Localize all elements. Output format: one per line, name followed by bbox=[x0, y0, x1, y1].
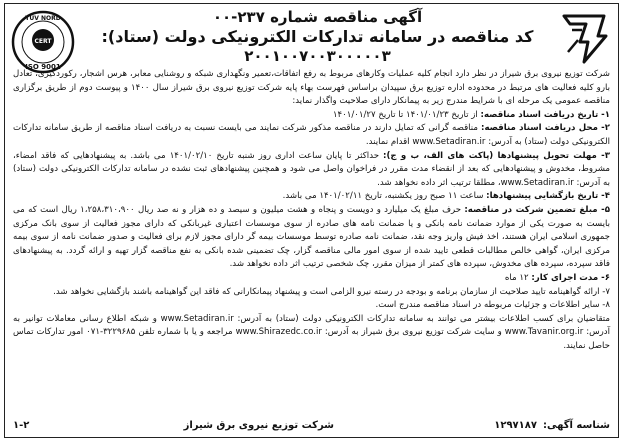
company-emblem-icon bbox=[558, 12, 610, 66]
title-block bbox=[85, 8, 550, 66]
item-4-text: ساعت ۱۱ صبح روز یکشنبه، تاریخ ۱۴۰۱/۰۲/۱۱ می باشد. bbox=[282, 191, 487, 202]
ad-id-number: ۱۲۹۷۱۸۷ bbox=[494, 420, 537, 431]
item-4 bbox=[13, 190, 610, 204]
footer bbox=[13, 417, 610, 434]
ad-id bbox=[488, 420, 610, 431]
page-reference: ۱-۲ bbox=[13, 420, 30, 431]
intro-paragraph: شرکت توزیع نیروی برق شیراز در نظر دارد انجام کلیه عملیات وکارهای مربوط به رفع اتفاقات،تعمیر ونگهداری شبکه و روشنایی معابر، هرس اشجار، رکوردگیری، تعادل بارو کلیه فعالیت های مرتبط در محدوده اداره توزیع برق سپیدان براساس فهرست بهاء پایه شرکت توزیع نیروی برق شیراز سال ۱۴۰۰ و پیوست دوم از طریق برگزاری مناقصه عمومی یک مرحله ای با شرایط مندرج زیر به پیمانکار دارای صلاحیت واگذار نماید: bbox=[13, 69, 610, 107]
setad-code-number: ۲۰۰۱۰۰۷۰۰۳۰۰۰۰۰۳ bbox=[244, 47, 391, 65]
item-1-label: ۱- تاریخ دریافت اسناد مناقصه: bbox=[480, 109, 610, 120]
item-3-text: حداکثر تا پایان ساعت اداری روز شنبه تاریخ ۱۴۰۱/۰۲/۱۰ می باشد. به پیشنهادهایی که فاقد امضاء، مشروط، مخدوش و پیشنهادهایی که بعد از انقضاء مدت مقرر در فراخوان واصل می شود و همچنین پیشنهادهای ثبت نشده در سامانه تدارکات الکترونیکی دولت (ستاد) به آدرس: www.Setadiran.ir، مطلقا ترتیب اثر داده نخواهد شد. bbox=[13, 150, 610, 188]
item-1-text: از تاریخ ۱۴۰۱/۰۱/۲۳ تا تاریخ ۱۴۰۱/۰۱/۲۷ bbox=[332, 109, 481, 120]
item-2-text: مناقصه گرانی که تمایل دارند در مناقصه مذکور شرکت نمایند می بایست نسبت به دریافت اسناد مناقصه از طریق سامانه تدارکات الکترونیکی دولت (ستاد) به آدرس: www.Setadiran.ir اقدام نمایند. bbox=[13, 123, 610, 147]
company-name: شرکت توزیع نیروی برق شیراز bbox=[183, 420, 335, 431]
setad-code-heading: کد مناقصه در سامانه تدارکات الکترونیکی دولت (ستاد): bbox=[101, 27, 534, 46]
logo-iso-text: ISO 9001 bbox=[25, 63, 61, 71]
item-4-label: ۴- تاریخ بازگشایی پیشنهادها: bbox=[486, 191, 610, 202]
logo-cert-text: CERT bbox=[34, 38, 52, 45]
notice-body bbox=[13, 68, 610, 353]
item-1 bbox=[13, 109, 610, 123]
item-6-text: ۱۲ ماه bbox=[504, 272, 532, 283]
notice-title: آگهی مناقصه شماره ۲۳۷-۰۰ bbox=[212, 8, 423, 26]
item-5-label: ۵- مبلغ تضمین شرکت در مناقصه: bbox=[464, 204, 610, 215]
item-5 bbox=[13, 204, 610, 272]
item-7: ۷- ارائه گواهینامه تایید صلاحیت از سازمان برنامه و بودجه در رسته نیرو الزامی است و پیشنهاد پیمانکارانی که فاقد این گواهینامه باشند بازگشایی نخواهد شد. bbox=[53, 286, 610, 297]
item-6 bbox=[13, 272, 610, 286]
item-2 bbox=[13, 122, 610, 149]
item-3-label: ۳- مهلت تحویل پیشنهادها (پاکت های الف، ب و ج): bbox=[383, 150, 610, 161]
tender-notice bbox=[4, 3, 619, 438]
ad-id-label: شناسه آگهی: bbox=[542, 420, 610, 431]
item-2-label: ۲- محل دریافت اسناد مناقصه: bbox=[481, 123, 610, 134]
item-3 bbox=[13, 150, 610, 191]
item-6-label: ۶- مدت اجرای کار: bbox=[531, 272, 610, 283]
closing-paragraph: متقاضیان برای کسب اطلاعات بیشتر می توانند به سامانه تدارکات الکترونیکی دولت (ستاد) به آدرس: www.Setadiran.ir و شبکه اطلاع رسانی معاملات توانیر به آدرس: www.Tavanir.org.ir و سایت شرکت توزیع نیروی برق شیراز به آدرس: www.Shirazedc.co.ir مراجعه و یا با شماره تلفن ۳۲۲۹۶۸۵-۰۷۱ امور تدارکات تماس حاصل نمایند. bbox=[13, 313, 611, 351]
logo-top-text: TÜV NORD bbox=[25, 15, 61, 22]
item-8: ۸- سایر اطلاعات و جزئیات مربوطه در اسناد مناقصه مندرج است. bbox=[375, 300, 610, 311]
tuv-nord-logo bbox=[11, 10, 75, 74]
item-5-text: حرف مبلغ یک میلیارد و دویست و پنجاه و هشت میلیون و سیصد و ده هزار و نه صد ریال ۱،۲۵۸،۳۱۰،۹۰۰ ریال است که می بایست به صورت یکی از موارد ضمانت نامه بانکی و یا ضمانت نامه های صادره از سوی موسسات اعتباری غیربانکی که دارای مجوز فعالیت از سوی بانک مرکزی جمهوری اسلامی ایران هستند، اخذ فیش واریز وجه نقد، ضمانت نامه صادره توسط موسسات بیمه گر دارای مجوز لازم برای فعالیت و صدور ضمانت نامه از سوی بیمه مرکزی ایران، گواهی خالص مطالبات قطعی تایید شده از سوی امور مالی مناقصه گزار، چک تضمینی شده بانکی به نفع مناقصه گزار تهیه و ارائه گردد. به پیشنهادهای فاقد سپرده، سپرده های مخدوش، سپرده های کمتر از میزان مقرر، چک شخصی ترتیب اثر داده نخواهد شد. bbox=[13, 204, 610, 270]
